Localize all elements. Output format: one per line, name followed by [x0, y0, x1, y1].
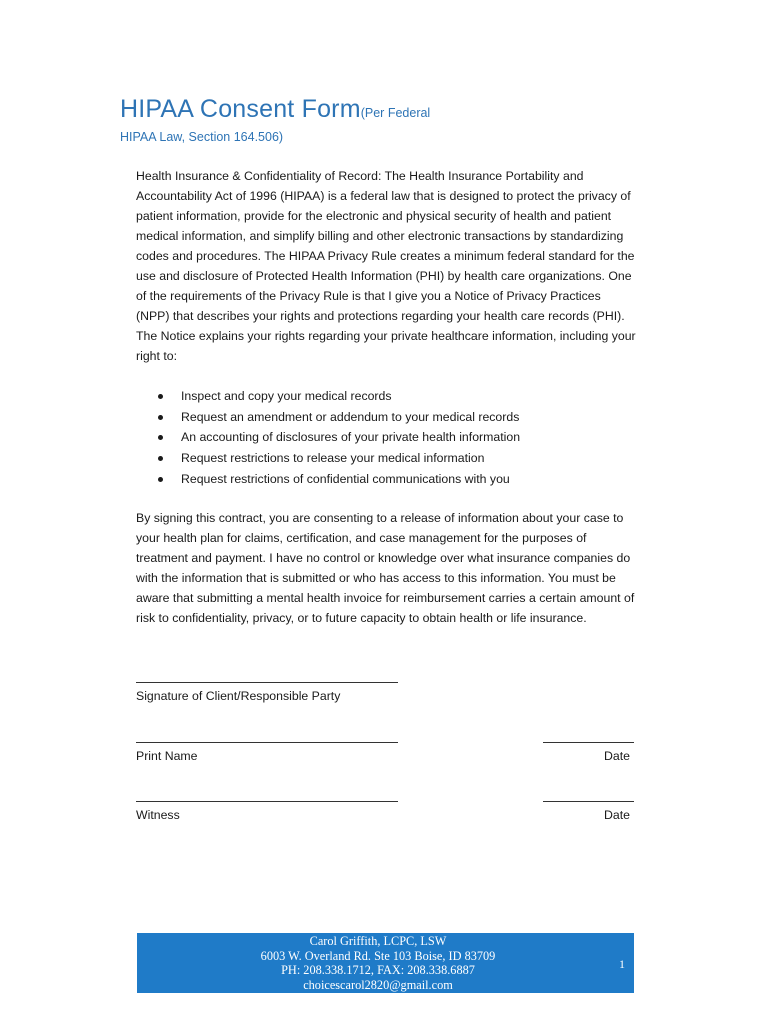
- list-item: Request restrictions to release your medical information: [136, 448, 636, 469]
- client-signature-label: Signature of Client/Responsible Party: [136, 689, 341, 703]
- date-line-2[interactable]: [543, 801, 634, 802]
- bullet-icon: [158, 415, 163, 420]
- intro-paragraph: Health Insurance & Confidentiality of Record: The Health Insurance Portability and Accountability Act of 1996 (HIPAA) is a federal law that is designed to protect the privacy of patient information, provide for the electronic and physical security of health and patient medical information, and simplify billing and other electronic transactions by standardizing codes and procedures. The HIPAA Privacy Rule creates a minimum federal standard for the use and disclosure of Protected Health Information (PHI) by health care organizations. One of the requirements of the Privacy Rule is that I give you a Notice of Privacy Practices (NPP) that describes your rights and protections regarding your health care records (PHI). The Notice explains your rights regarding your private healthcare information, including your right to:: [136, 169, 636, 363]
- form-title-subtitle: (Per Federal: [360, 106, 431, 120]
- consent-paragraph: By signing this contract, you are consenting to a release of information about your case to your health plan for claims, certification, and case management for the purposes of treatment and payment. I have no control or knowledge over what insurance companies do with the information that is submitted or who has access to this information. You must be aware that submitting a mental health invoice for reimbursement carries a certain amount of risk to confidentiality, privacy, or to future capacity to obtain health or life insurance.: [136, 511, 635, 625]
- witness-label: Witness: [136, 808, 180, 822]
- page-number: 1: [619, 957, 625, 971]
- form-title-law-reference: HIPAA Law, Section 164.506): [120, 130, 284, 144]
- footer-email: choicescarol2820@gmail.com: [303, 977, 453, 992]
- list-item: Request an amendment or addendum to your medical records: [136, 407, 636, 428]
- list-item: Request restrictions of confidential communications with you: [136, 469, 636, 490]
- footer-name: Carol Griffith, LCPC, LSW: [309, 934, 447, 948]
- list-item: Inspect and copy your medical records: [136, 386, 636, 407]
- form-title: HIPAA Consent Form: [120, 95, 361, 123]
- footer-contact-lines: [137, 934, 619, 992]
- print-name-line[interactable]: [136, 742, 398, 743]
- bullet-icon: [158, 435, 163, 440]
- bullet-icon: [158, 477, 163, 482]
- date-line-1[interactable]: [543, 742, 634, 743]
- footer-address: 6003 W. Overland Rd. Ste 103 Boise, ID 83709: [260, 948, 496, 963]
- print-name-label: Print Name: [136, 749, 198, 763]
- witness-line[interactable]: [136, 801, 398, 802]
- client-signature-line[interactable]: [136, 682, 398, 683]
- contact-footer: [137, 933, 634, 993]
- title-block: [120, 95, 640, 144]
- bullet-icon: [158, 394, 163, 399]
- list-item: An accounting of disclosures of your private health information: [136, 427, 636, 448]
- footer-phone: PH: 208.338.1712, FAX: 208.338.6887: [281, 963, 475, 978]
- date-label-2: Date: [604, 808, 630, 822]
- rights-list: [136, 386, 636, 490]
- bullet-icon: [158, 456, 163, 461]
- date-label-1: Date: [604, 749, 630, 763]
